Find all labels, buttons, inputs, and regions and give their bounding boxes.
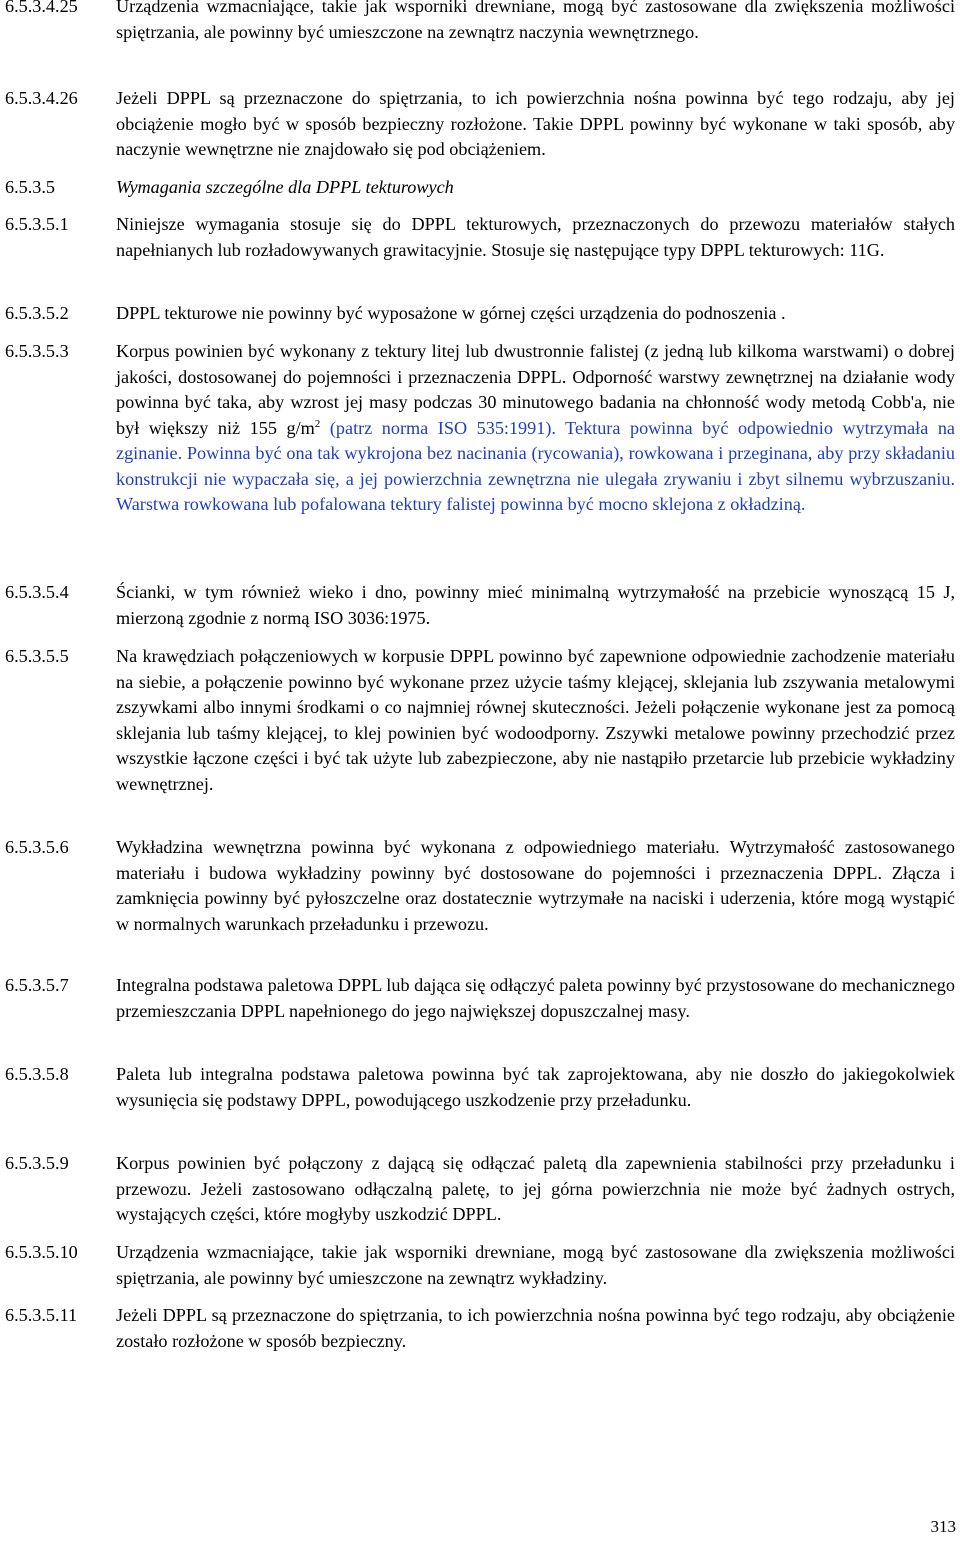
section-text — [116, 339, 955, 518]
section-number: 6.5.3.5.8 — [5, 1064, 69, 1084]
section-text: Paleta lub integralna podstawa paletowa powinna być tak zaprojektowana, aby nie doszło do jakiegokolwiek wysunięcia się podstawy DPPL, powodującego uszkodzenie przy przeładunku. — [116, 1064, 955, 1110]
section-number: 6.5.3.5.3 — [5, 341, 69, 361]
section-text: Ścianki, w tym również wieko i dno, powinny mieć minimalną wytrzymałość na przebicie wynoszącą 15 J, mierzoną zgodnie z normą ISO 3036:1975. — [116, 582, 955, 628]
section-text: Urządzenia wzmacniające, takie jak wsporniki drewniane, mogą być zastosowane dla zwiększenia możliwości spiętrzania, ale powinny być umieszczone na zewnątrz wykładziny. — [116, 1242, 955, 1288]
section-6-5-3-5-8 — [5, 1062, 955, 1113]
section-number: 6.5.3.5.11 — [5, 1305, 78, 1325]
section-number: 6.5.3.5.10 — [5, 1242, 78, 1262]
page-number: 313 — [930, 1517, 956, 1536]
section-text: Jeżeli DPPL są przeznaczone do spiętrzania, to ich powierzchnia nośna powinna być tego rodzaju, aby obciążenie zostało rozłożone w sposób bezpieczny. — [116, 1305, 955, 1351]
section-6-5-3-5-4 — [5, 580, 955, 631]
section-6-5-3-4-26 — [5, 86, 955, 163]
section-number: 6.5.3.5.9 — [5, 1153, 69, 1173]
section-number: 6.5.3.5.4 — [5, 582, 69, 602]
section-number: 6.5.3.4.26 — [5, 88, 78, 108]
section-6-5-3-5-11 — [5, 1303, 955, 1354]
section-6-5-3-5-3 — [5, 339, 955, 518]
section-number: 6.5.3.4.25 — [5, 0, 78, 16]
section-number: 6.5.3.5.1 — [5, 214, 69, 234]
blue-amended-text: (patrz norma ISO 535:1991). Tektura powinna być odpowiednio wytrzymała na zginanie. Powinna być ona tak wykrojona bez nacinania (rycowania), rowkowana i przeginana, aby przy składaniu konstrukcji nie wypaczała się, a jej powierzchnia zewnętrzna nie ulegała zrywaniu i zbyt silnemu wybrzuszaniu. Warstwa rowkowana lub pofalowana tektury falistej powinna być mocno sklejona z okładziną. — [116, 417, 956, 514]
section-number: 6.5.3.5.2 — [5, 303, 69, 323]
section-text: DPPL tekturowe nie powinny być wyposażone w górnej części urządzenia do podnoszenia . — [116, 303, 786, 323]
section-6-5-3-5-heading — [5, 175, 955, 201]
section-6-5-3-5-9 — [5, 1151, 955, 1228]
section-text: Integralna podstawa paletowa DPPL lub dająca się odłączyć paleta powinny być przystosowane do mechanicznego przemieszczania DPPL napełnionego do jego największej dopuszczalnej masy. — [116, 975, 955, 1021]
section-text: Jeżeli DPPL są przeznaczone do spiętrzania, to ich powierzchnia nośna powinna być tego rodzaju, aby jej obciążenie mogło być w sposób bezpieczny rozłożone. Takie DPPL powinny być wykonane w taki sposób, aby naczynie wewnętrzne nie znajdowało się pod obciążeniem. — [116, 88, 955, 159]
section-text: Niniejsze wymagania stosuje się do DPPL tekturowych, przeznaczonych do przewozu materiałów stałych napełnianych lub rozładowywanych grawitacyjnie. Stosuje się następujące typy DPPL tekturowych: 11G. — [116, 214, 955, 260]
section-6-5-3-4-25 — [5, 0, 955, 45]
section-number: 6.5.3.5.5 — [5, 646, 69, 666]
superscript: 2 — [314, 417, 321, 430]
section-text: Na krawędziach połączeniowych w korpusie DPPL powinno być zapewnione odpowiednie zachodzenie materiału na siebie, a połączenie powinno być wykonane przez użycie taśmy klejącej, sklejania lub zszywania metalowymi zszywkami albo innymi środkami o co najmniej równej skuteczności. Jeżeli połączenie wykonane jest za pomocą sklejania lub taśmy klejącej, to klej powinien być wodoodporny. Zszywki metalowe powinny przechodzić przez wszystkie łączone części i być tak użyte lub zabezpieczone, aby nie nastąpiło przetarcie lub przebicie wykładziny wewnętrznej. — [116, 646, 955, 794]
section-6-5-3-5-5 — [5, 644, 955, 797]
section-number: 6.5.3.5 — [5, 177, 56, 197]
section-text-part1: Korpus powinien być wykonany z tektury litej lub dwustronnie falistej (z jedną lub kilkoma warstwami) o dobrej jakości, dostosowanej do pojemności i przeznaczenia DPPL. Odporność warstwy zewnętrznej na działanie wody powinna być taka, aby wzrost jej masy podczas 30 minutowego badania na chłonność wody metodą Cobb'a, nie był większy niż 155 g/m — [116, 341, 955, 438]
section-6-5-3-5-1 — [5, 212, 955, 263]
section-6-5-3-5-2 — [5, 301, 955, 327]
section-text: Wykładzina wewnętrzna powinna być wykonana z odpowiedniego materiału. Wytrzymałość zastosowanego materiału i budowa wykładziny powinny być dostosowane do pojemności i przeznaczenia DPPL. Złącza i zamknięcia powinny być pyłoszczelne oraz dostatecznie wytrzymałe na naciski i uderzenia, które mogą wystąpić w normalnych warunkach przeładunku i przewozu. — [116, 837, 955, 934]
section-text: Korpus powinien być połączony z dającą się odłączać paletą dla zapewnienia stabilności przy przeładunku i przewozu. Jeżeli zastosowano odłączalną paletę, to jej górna powierzchnia nie może być żadnych ostrych, wystających części, które mogłyby uszkodzić DPPL. — [116, 1153, 955, 1224]
section-6-5-3-5-6 — [5, 835, 955, 937]
section-number: 6.5.3.5.6 — [5, 837, 69, 857]
section-text: Urządzenia wzmacniające, takie jak wsporniki drewniane, mogą być zastosowane dla zwiększenia możliwości spiętrzania, ale powinny być umieszczone na zewnątrz naczynia wewnętrznego. — [116, 0, 955, 42]
section-heading: Wymagania szczególne dla DPPL tekturowych — [116, 177, 454, 197]
section-number: 6.5.3.5.7 — [5, 975, 69, 995]
section-6-5-3-5-7 — [5, 973, 955, 1024]
section-6-5-3-5-10 — [5, 1240, 955, 1291]
